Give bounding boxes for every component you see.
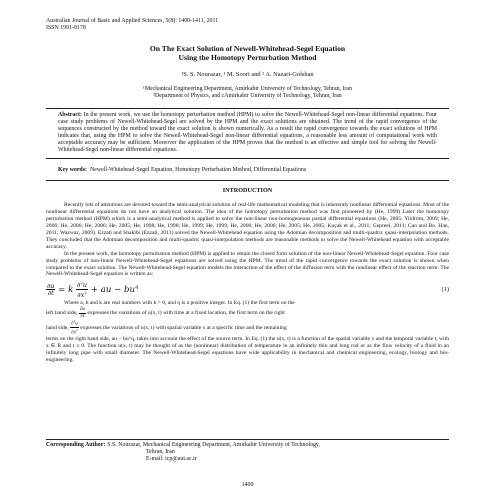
affiliation-1: ¹Mechanical Engineering Department, Amirkabir University of Technology, Tehran, Iran <box>143 86 352 93</box>
rhs-label: hand side, <box>46 325 69 332</box>
lhs-explanation: left hand side, $\frac{\partial u}{\partial t}$ expresses the variations of u(x, t) with time at a fixed location, the first term on the right <box>46 307 285 319</box>
corresponding-author <box>46 439 449 463</box>
keywords <box>46 167 449 174</box>
intro-paragraph-1: Recently lots of attentions are devoted toward the semi-analytical solution of real-life mathematical modeling that is inherently nonlinear differential equations. Most of the nonlinear differential equations do not have an analytical solution. The idea of the homotopy perturbation method was first pioneered by (He, 1999) Later the homotopy perturbation method (HPM) which is a semi-analytical method is applied to solve the non-linear non-homogeneous partial differential equations (He, 2005; Yildirim, 2009; He, 2006; He, 2006; He, 2006; He, 2005; He, 1998; He, 1998; He, 1999; He, 1999; He, 2000; He, 2006; He, 2005; He, 2005; Koçak et al., 2011; Gepreel, 2011; Cao and Bo. Han, 2011; Wazwaz, 2009). Ezzati and Shakibi (Ezzati, 2011) solved the Newell-Whitehead equation using the Adomian decomposition and multi-quadric quasi-interpolation methods. They concluded that the Adomian decomposition and multi-quadric quasi-interpolation methods are reasonable methods to solve the Newell-Whitehead equation with acceptable accuracy. <box>46 202 449 250</box>
lhs-label: left hand side, <box>46 310 78 317</box>
keywords-label: Key words: <box>58 167 87 174</box>
journal-issn: ISSN 1991-8178 <box>46 25 86 31</box>
corresponding-city: Tehran, Iran <box>146 449 175 455</box>
title-line-2: Using the Homotopy Perturbation Method <box>178 53 317 63</box>
intro-remaining-text: terms on the right hand side, au − bu^q, takes into account the effect of the source term. In Eq. (1) the u(x, t) is a function of the spatial variable x and the temporal variable t, with x ∈ R and t ≥ 0. The function u(x, t) may be thought of as the (nonlinear) distribution of temperature in an infinitely thin and long rod or as the flow velocity of a fluid in an infinitely long pipe with small diameter. The Newell-Whitehead-Segel equations have wide applicability in mechanical and chemical engineering, ecology, biology and bio-engineering. <box>46 336 449 364</box>
corresponding-label: Corresponding Author: <box>46 442 106 448</box>
rhs-explanation: hand side, $\frac{\partial^2u}{\partial x^2}$ expresses the variations of u(x, t) with spatial variable x at a specific time and the remaining <box>46 319 287 337</box>
paper-title <box>46 44 449 62</box>
equation-1-number: (1) <box>441 285 449 293</box>
page-number: 1400 <box>241 482 254 488</box>
journal-header <box>46 18 449 32</box>
lhs-text: expresses the variations of u(x, t) with time at a fixed location, the first term on the right <box>87 310 285 317</box>
section-heading: INTRODUCTION <box>222 187 273 195</box>
journal-citation: Australian Journal of Basic and Applied Sciences, 5(8): 1400-1411, 2011 <box>46 18 219 24</box>
affiliations <box>46 86 449 100</box>
corresponding-text: S.S. Nourazar, Mechanical Engineering Department, Amirkabir University of Technology, <box>107 442 320 448</box>
eq-explanation: Where a, b and k are real numbers with k > 0, and q is a positive integer. In Eq. (1) the first term on the <box>64 300 295 307</box>
equation-1 <box>46 280 449 299</box>
divider <box>46 180 449 181</box>
affiliation-2: ²Department of Physics, and cAmirkabir University of Technology, Tehran, Iran <box>153 93 342 100</box>
author-list: ¹S. S. Nourazar, ¹ M. Soori and ² A. Nazari-Golshan <box>181 71 314 79</box>
intro-paragraph-2: In the present work, the homotopy perturbation method (HPM) is applied to obtain the closed form solution of the non-linear Newell-Whitehead-Segel equation. Four case study problems of non-linear Newell-Whitehead-Segel equations are solved using the HPM. The trend of the rapid convergence towards the exact solution is shown when compared to the exact solution. The Newell-Whitehead-Segel equation models the interaction of the effect of the diffusion term with the nonlinear effect of the reaction term. The Newell-Whitehead-Segel equation is written as: <box>46 250 449 278</box>
title-line-1: On The Exact Solution of Newell-Whitehead-Segel Equation <box>149 44 346 53</box>
abstract-text: In the present work, we use the homotopy perturbation method (HPM) to solve the Newell-Whitehead-Segel non-linear differential equations. Four case study problems of Newell-Whitehead-Segel are solved by the HPM and the exact solutions are obtained. The trend of the rapid convergence of the sequences constructed by the method toward the exact solution is shown numerically. As a result the rapid convergence towards the exact solutions of HPM indicates that, using the HPM to solve the Newell-Whitehead-Segel non-linear differential equations, a reasonable less amount of computational work with acceptable accuracy may be sufficient. Moreover the application of the HPM proves that the method is an effective and simple tool for solving the Newell-Whitehead-Segel non-linear differential equations. <box>58 112 437 154</box>
keywords-text: Newell-Whitehead-Segel Equation, Homotopy Perturbation Method, Differential Equations <box>89 167 307 174</box>
corresponding-email: E-mail: icp@aut.ac.ir <box>146 456 197 462</box>
abstract-label: Abstract: <box>58 112 82 119</box>
rhs-text: expresses the variations of u(x, t) with spatial variable x at a specific time and the remaining <box>80 325 287 332</box>
equation-1-body: $\frac{\partial u}{\partial t}$ = k $\frac{\partial^2u}{\partial x^2}$ + au − $bu^q$ <box>47 280 139 300</box>
abstract <box>46 112 449 154</box>
abstract-section <box>46 108 449 159</box>
